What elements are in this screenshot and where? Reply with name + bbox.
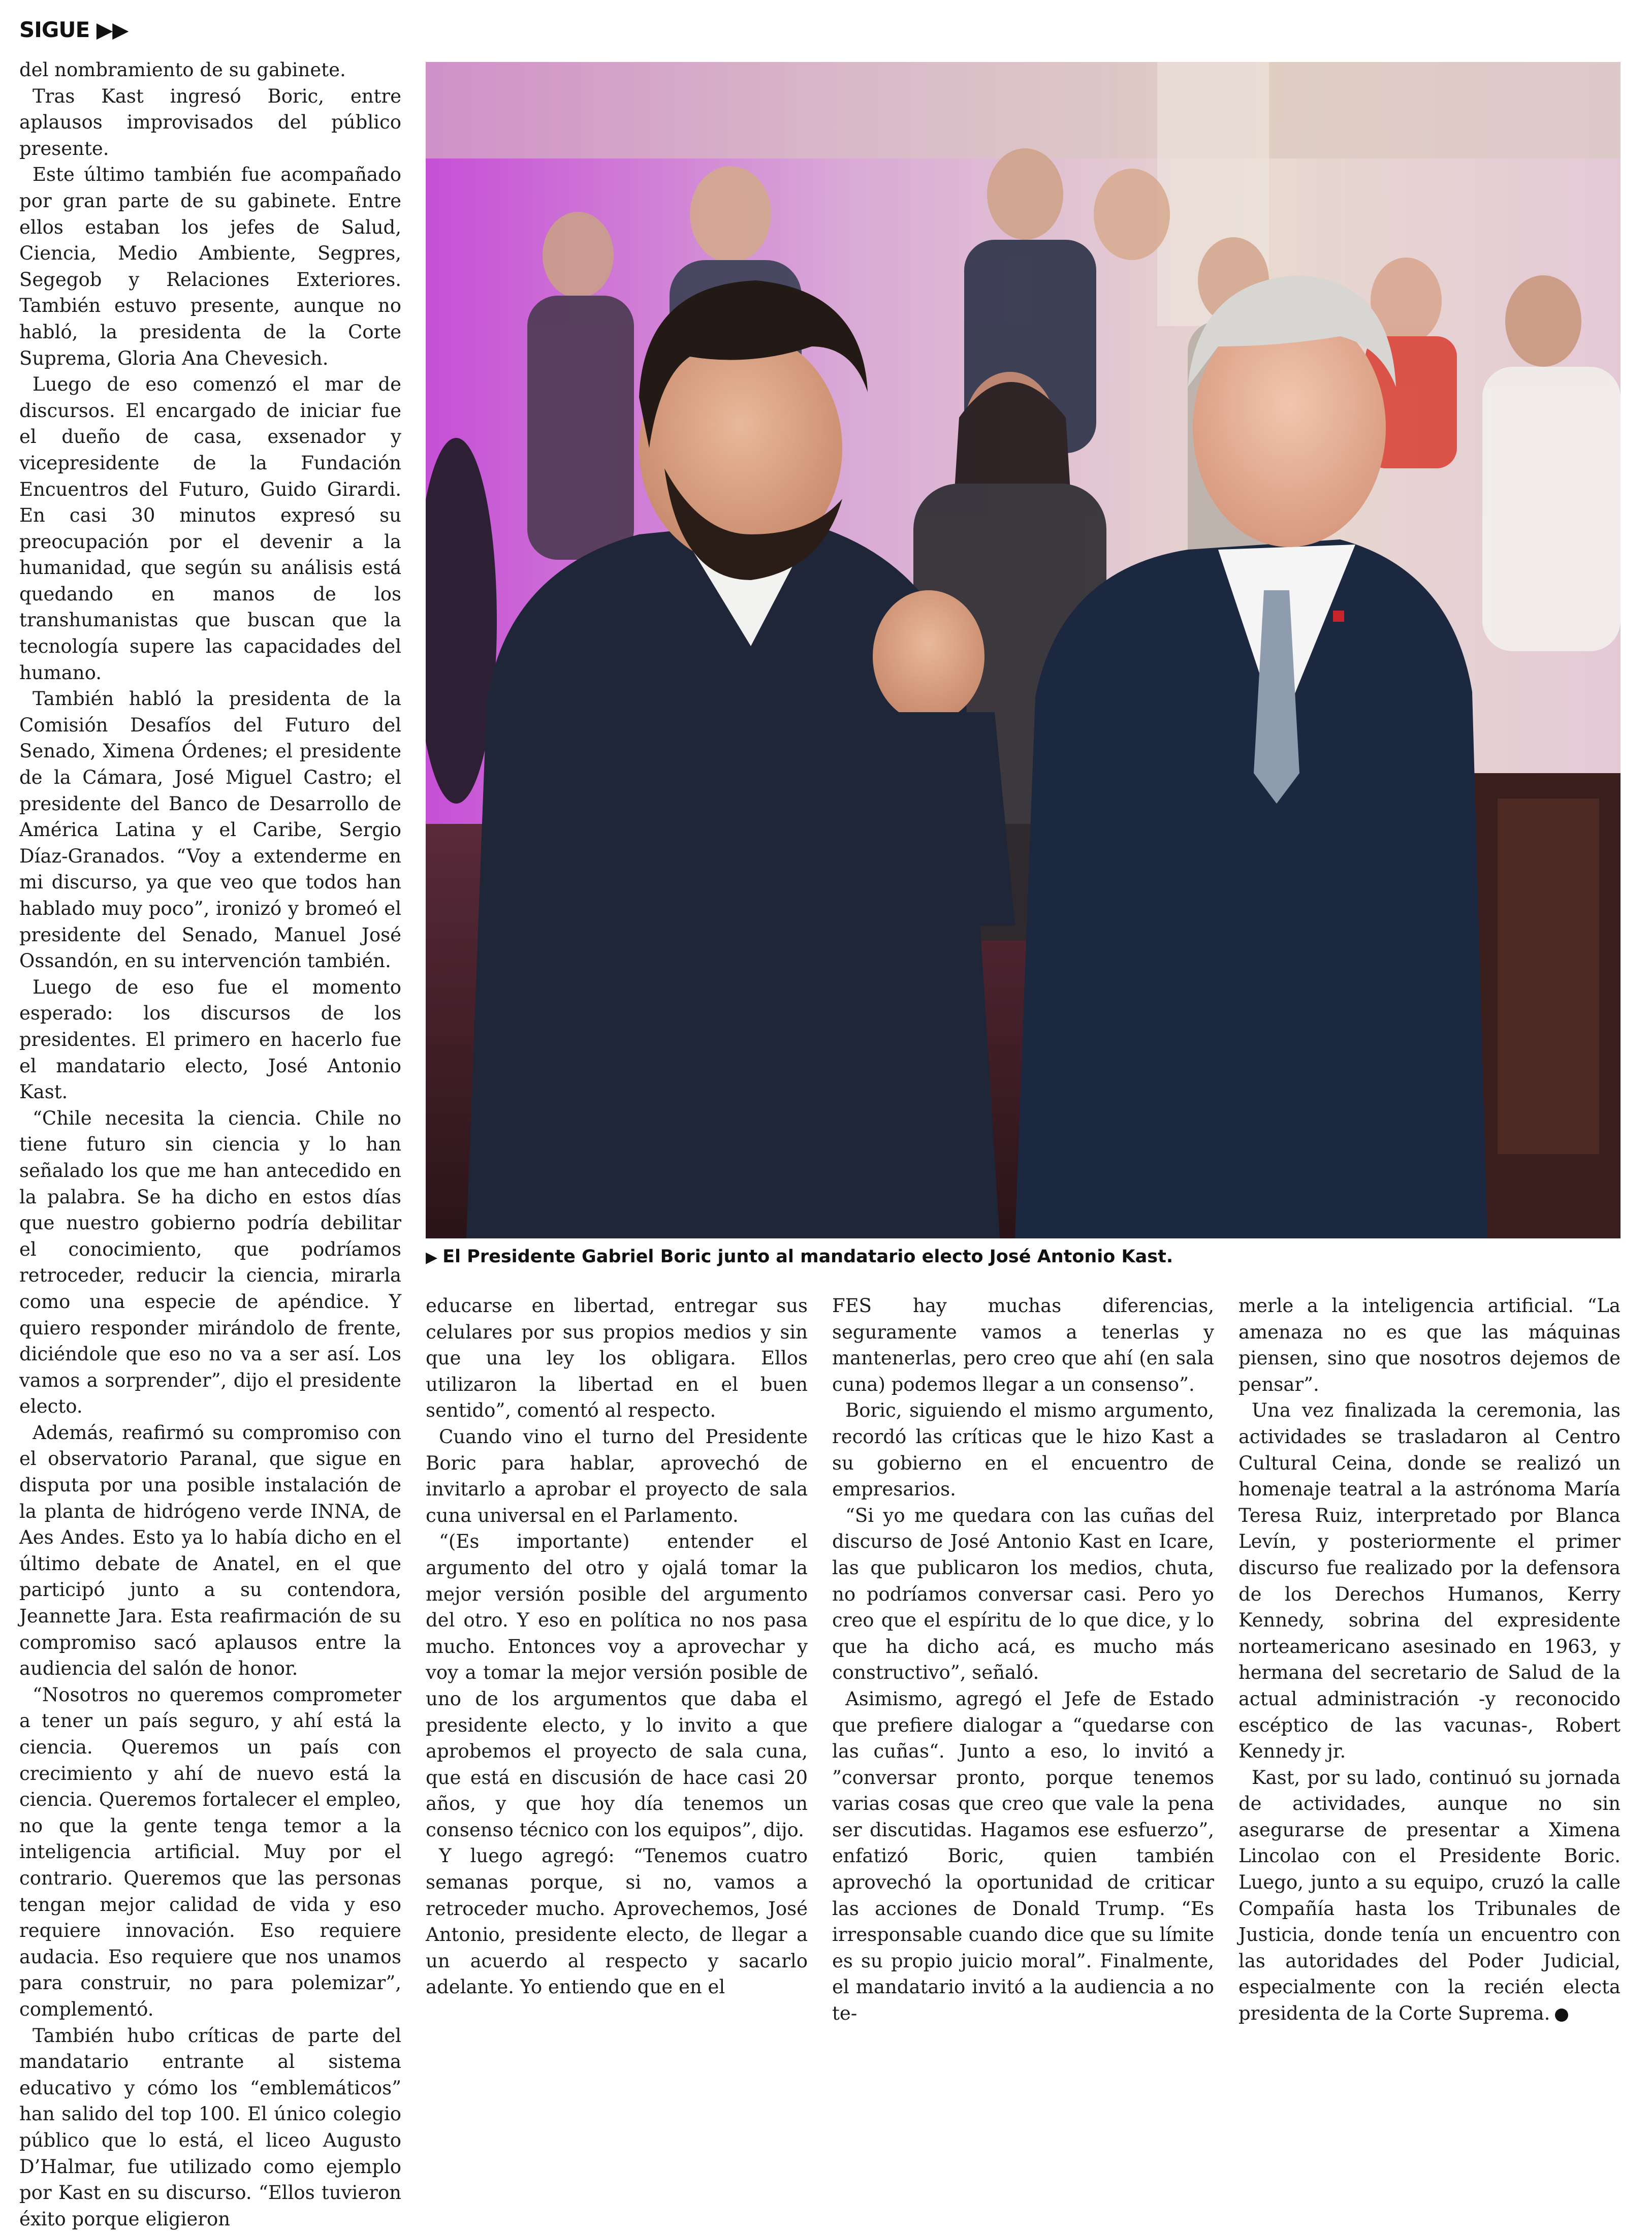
paragraph: “Chile necesita la ciencia. Chile no tiene futuro sin ciencia y lo han señalado los que me han antecedido en la palabra. Se ha dicho en estos días que nuestro gobierno podría debilitar el conocimiento, que podríamos retroceder, reducir la ciencia, mirarla como una especie de apéndice. Y quiero responder mirándolo de frente, diciéndole que eso no va a ser así. Los vamos a sorprender”, dijo el presidente electo. [19, 1107, 401, 1418]
caption-text: El Presidente Gabriel Boric junto al mandatario electo José Antonio Kast. [442, 1247, 1173, 1267]
paragraph [1238, 1765, 1621, 2027]
paragraph: Además, reafirmó su compromiso con el observatorio Paranal, que sigue en disputa por una posible instalación de la planta de hidrógeno verde INNA, de Aes Andes. Esto ya lo había dicho en el último debate de Anatel, en el que participó junto a su contendora, Jeannette Jara. Esta reafirmación de su compromiso sacó aplausos entre la audiencia del salón de honor. [19, 1421, 401, 1680]
photo-caption [426, 1245, 1621, 1270]
paragraph: “Nosotros no queremos comprometer a tener un país seguro, y ahí está la ciencia. Queremos un país con crecimiento y ahí de nuevo está la ciencia. Queremos fortalecer el empleo, no que la gente tenga temor a la inteligencia artificial. Muy por el contrario. Queremos que las personas tengan mejor calidad de vida y eso requiere innovación. Eso requiere audacia. Eso requiere que nos unamos para construir, no para polemizar”, complementó. [19, 1683, 401, 2020]
paragraph: Luego de eso comenzó el mar de discursos. El encargado de iniciar fue el dueño de casa, exsenador y vicepresidente de la Fundación Encuentros del Futuro, Guido Girardi. En casi 30 minutos expresó su preocupación por el devenir a la humanidad, que según su análisis está quedando en manos de los transhumanistas que buscan que la tecnología supere las capacidades del humano. [19, 373, 401, 684]
article-column-2 [426, 1293, 808, 2000]
section-kicker: SIGUE ▶▶ [19, 17, 129, 42]
end-of-article-icon [1555, 2008, 1568, 2022]
paragraph: Tras Kast ingresó Boric, entre aplausos improvisados del público presente. [19, 85, 401, 160]
paragraph: del nombramiento de su gabinete. [19, 59, 346, 81]
article-column-3 [832, 1293, 1214, 2027]
paragraph: Luego de eso fue el momento esperado: los discursos de los presidentes. El primero en hacerlo fue el mandatario electo, José Antonio Kast. [19, 976, 401, 1103]
paragraph: FES hay muchas diferencias, seguramente vamos a tenerlas y mantenerlas, pero creo que ahí (en sala cuna) podemos llegar a un consenso”. [832, 1295, 1214, 1395]
article-column-4 [1238, 1293, 1621, 2027]
paragraph-text: Kast, por su lado, continuó su jornada de actividades, aunque no sin asegurarse de presentar a Ximena Lincolao con el Presidente Boric. Luego, junto a su equipo, cruzó la calle Compañía hasta los Tribunales de Justicia, donde tenía un encuentro con las autoridades del Poder Judicial, especialmente con la recién electa presidenta de la Corte Suprema. [1238, 1766, 1621, 2025]
paragraph: Este último también fue acompañado por gran parte de su gabinete. Entre ellos estaban los jefes de Salud, Ciencia, Medio Ambiente, Segpres, Segegob y Relaciones Exteriores. También estuvo presente, aunque no habló, la presidenta de la Corte Suprema, Gloria Ana Chevesich. [19, 164, 401, 369]
article-photo [426, 62, 1621, 1238]
paragraph: También hubo críticas de parte del mandatario entrante al sistema educativo y cómo los “emblemáticos” han salido del top 100. El único colegio público que lo está, el liceo Augusto D’Halmar, fue utilizado como ejemplo por Kast en su discurso. “Ellos tuvieron éxito porque eligieron [19, 2024, 401, 2230]
paragraph: “Si yo me quedara con las cuñas del discurso de José Antonio Kast en Icare, las que publicaron los medios, chuta, no podríamos conversar casi. Pero yo creo que el espíritu de lo que dice, y lo que ha dicho acá, es mucho más constructivo”, señaló. [832, 1504, 1214, 1684]
paragraph: “(Es importante) entender el argumento del otro y ojalá tomar la mejor versión posible del argumento del otro. Y eso en política no nos pasa mucho. Entonces voy a aprovechar y voy a tomar la mejor versión posible de uno de los argumentos que daba el presidente electo, y lo invito a que aprobemos el proyecto de sala cuna, que está en discusión de hace casi 20 años, y que hoy día tenemos un consenso técnico con los equipos”, dijo. [426, 1530, 808, 1841]
paragraph: Y luego agregó: “Tenemos cuatro semanas porque, si no, vamos a retroceder mucho. Aprovechemos, José Antonio, presidente electo, de llegar a un acuerdo al respecto y sacarlo adelante. Yo entiendo que en el [426, 1845, 808, 1998]
paragraph: Cuando vino el turno del Presidente Boric para hablar, aprovechó de invitarlo a aprobar el proyecto de sala cuna universal en el Parlamento. [426, 1425, 808, 1526]
paragraph: Boric, siguiendo el mismo argumento, recordó las críticas que le hizo Kast a su gobierno en el encuentro de empresarios. [832, 1399, 1214, 1501]
caption-marker: ▶ [426, 1249, 438, 1266]
paragraph: merle a la inteligencia artificial. “La amenaza no es que las máquinas piensen, sino que nosotros dejemos de pensar”. [1238, 1295, 1621, 1395]
paragraph: También habló la presidenta de la Comisión Desafíos del Futuro del Senado, Ximena Órdenes; el presidente de la Cámara, José Miguel Castro; el presidente del Banco de Desarrollo de América Latina y el Caribe, Sergio Díaz-Granados. “Voy a extenderme en mi discurso, ya que veo que todos han hablado muy poco”, ironizó y bromeó el presidente del Senado, Manuel José Ossandón, en su intervención también. [19, 688, 401, 972]
paragraph: Asimismo, agregó el Jefe de Estado que prefiere dialogar a “quedarse con las cuñas“. Junto a eso, lo invitó a ”conversar pronto, porque tenemos varias cosas que creo que vale la pena ser discutidas. Hagamos ese esfuerzo”, enfatizó Boric, quien también aprovechó la oportunidad de criticar las acciones de Donald Trump. “Es irresponsable cuando dice que su límite es su propio juicio moral”. Finalmente, el mandatario invitó a la audiencia a no te- [832, 1687, 1214, 2025]
paragraph: Una vez finalizada la ceremonia, las actividades se trasladaron al Centro Cultural Ceina, donde se realizó un homenaje teatral a la astrónoma María Teresa Ruiz, interpretado por Blanca Levín, y posteriormente el primer discurso fue realizado por la defensora de los Derechos Humanos, Kerry Kennedy, sobrina del expresidente norteamericano asesinado en 1963, y hermana del secretario de Salud de la actual administración -y reconocido escéptico de las vacunas-, Robert Kennedy jr. [1238, 1399, 1621, 1763]
paragraph: educarse en libertad, entregar sus celulares por sus propios medios y sin que una ley los obligara. Ellos utilizaron la libertad en el buen sentido”, comentó al respecto. [426, 1295, 808, 1422]
article-column-1 [19, 57, 401, 2232]
